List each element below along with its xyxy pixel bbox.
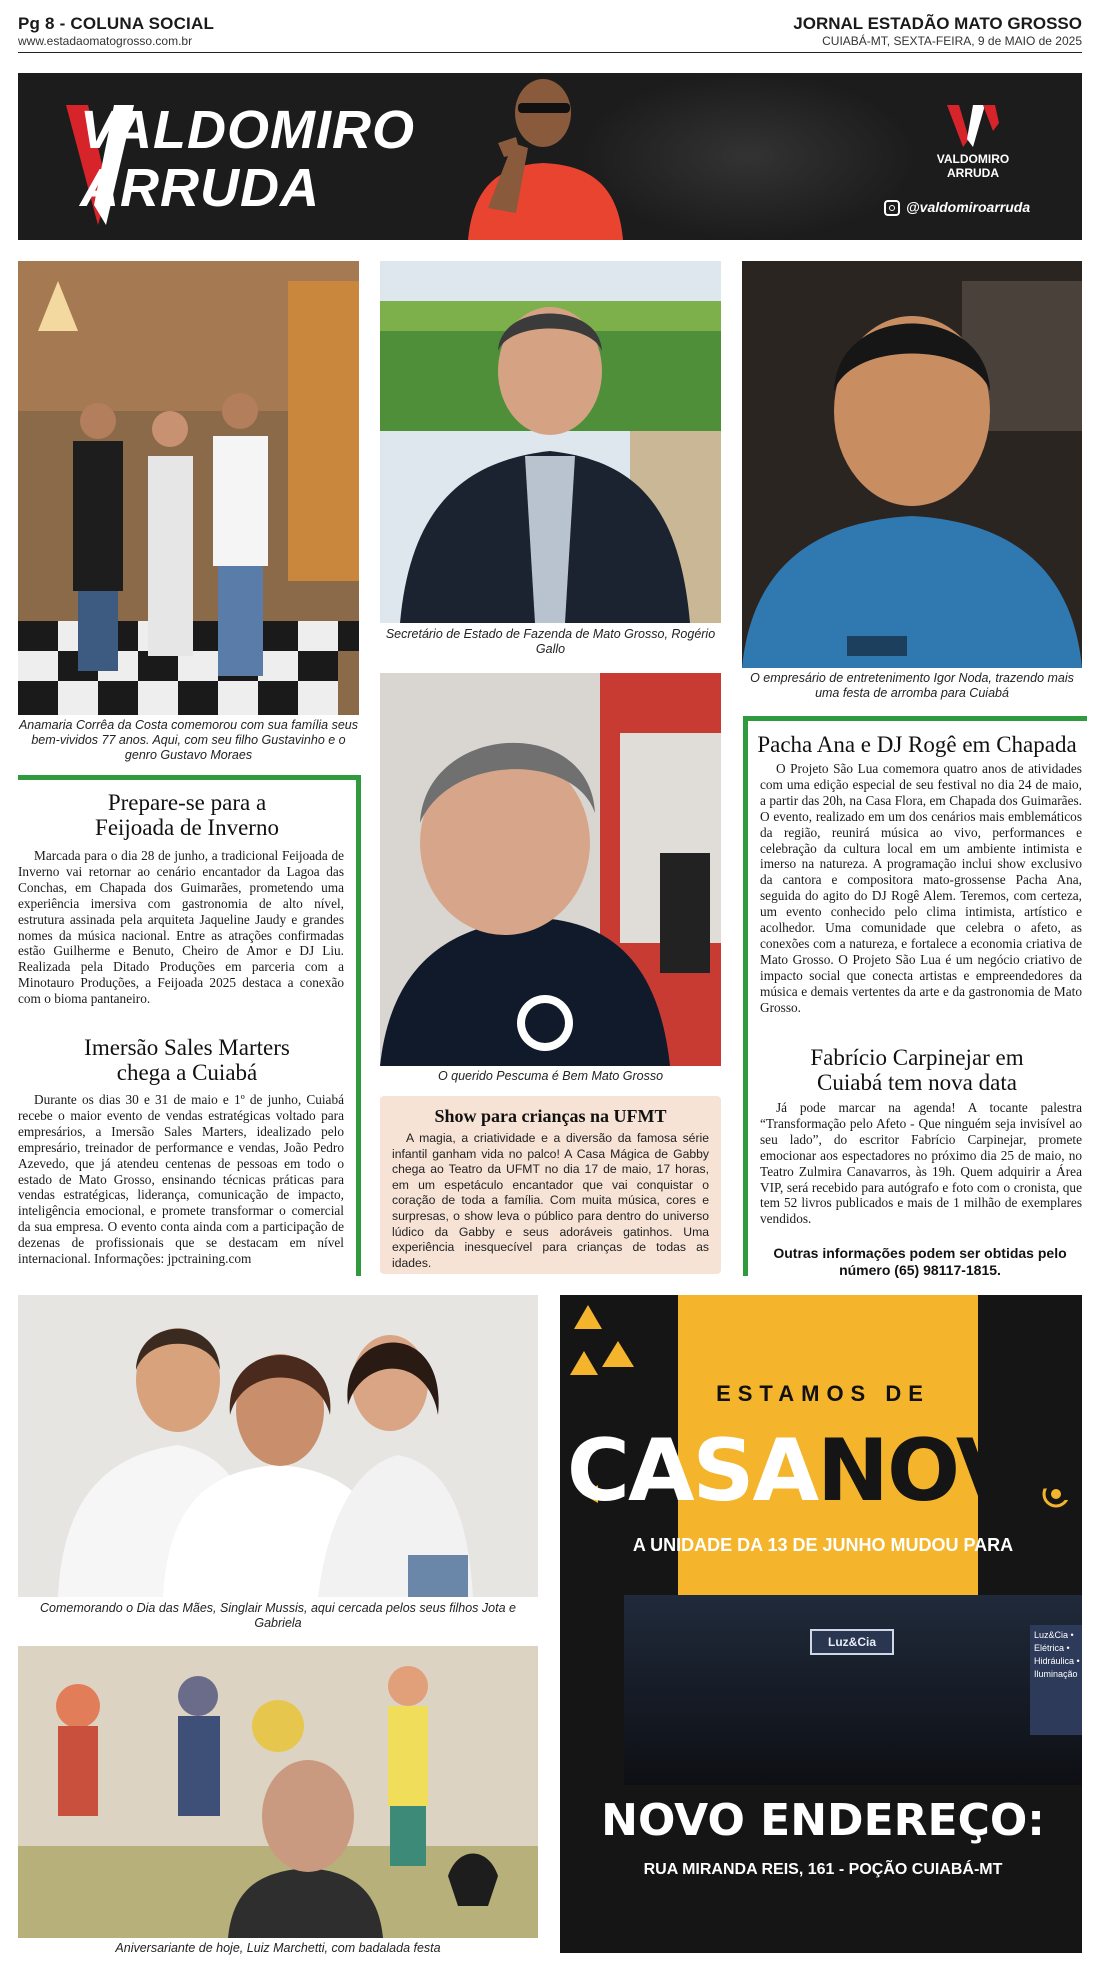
caption-igor: O empresário de entretenimento Igor Noda, trazendo mais uma festa de arromba para Cuiabá (750, 671, 1074, 700)
ad-novo-endereco: NOVO ENDEREÇO: (601, 1795, 1045, 1846)
imersao-title-line2: chega a Cuiabá (116, 1060, 258, 1085)
feijoada-title-line2: Feijoada de Inverno (95, 815, 279, 840)
imersao-title (22, 1035, 352, 1085)
ad-side-sign: Luz&Cia • Elétrica • Hidráulica • Iluminação (1030, 1625, 1082, 1735)
imersao-title-line1: Imersão Sales Marters (84, 1035, 290, 1060)
valdomiro-banner[interactable] (18, 73, 1082, 240)
photo-singlair-mussis (18, 1295, 538, 1597)
header-rule (18, 52, 1082, 53)
fabricio-contact: Outras informações podem ser obtidas pelo número (65) 98117-1815. (773, 1245, 1067, 1278)
caption-marchetti: Aniversariante de hoje, Luiz Marchetti, com badalada festa (115, 1941, 441, 1955)
fabricio-title-line2: Cuiabá tem nova data (817, 1070, 1017, 1095)
photo-igor-noda (742, 261, 1082, 668)
website-url[interactable]: www.estadaomatogrosso.com.br (18, 34, 193, 48)
feijoada-title-line1: Prepare-se para a (107, 790, 267, 815)
caption-rogerio: Secretário de Estado de Fazenda de Mato Grosso, Rogério Gallo (385, 627, 716, 656)
imersao-body: Durante os dias 30 e 31 de maio e 1º de junho, Cuiabá recebe o maior evento de vendas estratégicas voltado para empresários, a Imersão Sales Marters, idealizado pelo empresário, treinador de performance e vendas, João Pedro Azevedo, que já atendeu centenas de pessoas em todo o estado de Mato Grosso, ensinando técnicas práticas para vendas estratégicas, liderança, comunicação de impacto, inteligência emocional, e promete transformar o comercial da sua empresa. O evento conta ainda com a participação de dezenas de profissionais que se destacam em nível internacional. Informações: jpctraining.com (18, 1092, 344, 1267)
banner-logo-line2: ARRUDA (947, 166, 999, 180)
banner-name-line2: ARRUDA (80, 158, 320, 218)
ad-storefront (624, 1595, 1082, 1785)
pacha-title: Pacha Ana e DJ Rogê em Chapada (757, 732, 1077, 757)
feijoada-title (22, 790, 352, 840)
ad-casa: CASA (566, 1421, 818, 1521)
casa-nova-ad[interactable] (560, 1295, 1082, 1953)
show-title: Show para crianças na UFMT (434, 1106, 667, 1126)
photo-pescuma (380, 673, 721, 1066)
banner-logo-line1: VALDOMIRO (936, 152, 1010, 166)
fabricio-title (752, 1045, 1082, 1095)
fabricio-title-line1: Fabrício Carpinejar em (810, 1045, 1024, 1070)
photo-anamaria-family (18, 261, 359, 715)
caption-pescuma: O querido Pescuma é Bem Mato Grosso (437, 1069, 664, 1083)
banner-logo (918, 103, 1028, 180)
show-body: A magia, a criatividade e a diversão da famosa série infantil ganham vida no palco! A Casa Mágica de Gabby chega ao Teatro da UFMT no dia 17 de maio, 17 horas, em um espetáculo encantador que vai conquistar o coração de toda a família. Com muita música, cores e surpresas, o show leva o público para dentro do universo lúdico da Gabby e seus adoráveis gatinhos. Uma experiência inesquecível para crianças de todas as idades. (392, 1131, 709, 1270)
photo-rogerio-gallo (380, 261, 721, 623)
ad-estamos: ESTAMOS DE (716, 1381, 930, 1406)
ad-address: RUA MIRANDA REIS, 161 - POÇÃO CUIABÁ-MT (643, 1861, 1003, 1878)
ad-nova: NOVA (817, 1421, 1080, 1521)
va-logo-icon (943, 103, 1003, 147)
ad-subtitle: A UNIDADE DA 13 DE JUNHO MUDOU PARA (632, 1535, 1014, 1555)
instagram-handle[interactable] (884, 199, 1030, 216)
fabricio-body: Já pode marcar na agenda! A tocante palestra “Transformação pelo Afeto - Que ninguém seja invisível ao seu lado”, do escritor Fabrício Carpinejar, promete emocionar aos espectadores no próximo dia 25 de maio, no Teatro Zulmira Canavarros, às 19h. Quem adquirir a Área VIP, será recebido para autógrafo e foto com o cronista, que tem 52 livros publicados e mais de 1 milhão de exemplares vendidos. (760, 1100, 1082, 1227)
banner-portrait (428, 73, 648, 240)
caption-anamaria: Anamaria Corrêa da Costa comemorou com sua família seus bem-vividos 77 anos. Aqui, com seu filho Gustavinho e o genro Gustavo Moraes (18, 718, 359, 762)
instagram-handle-text: @valdomiroarruda (906, 199, 1031, 215)
ad-casanova (560, 1423, 1082, 1519)
instagram-icon (884, 200, 900, 216)
ad-store-sign: Luz&Cia (810, 1629, 894, 1655)
caption-singlair: Comemorando o Dia das Mães, Singlair Mussis, aqui cercada pelos seus filhos Jota e Gabriela (40, 1601, 516, 1630)
newspaper-name: JORNAL ESTADÃO MATO GROSSO (793, 14, 1082, 33)
banner-name-line1: VALDOMIRO (80, 100, 415, 160)
triangle-decor-icon (570, 1303, 650, 1383)
dateline: CUIABÁ-MT, SEXTA-FEIRA, 9 de MAIO de 2025 (822, 34, 1082, 48)
pacha-body: O Projeto São Lua comemora quatro anos de atividades com uma edição especial de seu festival no dia 24 de maio, a partir das 20h, na Casa Flora, em Chapada dos Guimarães. O evento, realizado em um dos cenários mais emblemáticos da região, reunirá música ao vivo, performances e celebração da cultura local em um ambiente intimista e imerso na natureza. A programação inclui show exclusivo da cantora e compositora mato-grossense Pacha Ana, seguida do agito do DJ Rogê Alem. Teremos, com certeza, um evento conhecido pelo clima intimista, artístico e acolhedor. Uma comunidade que celebra o afeto, as conexões com a natureza, e fortalece a economia criativa de Mato Grosso. O Projeto São Lua é um negócio criativo de impacto social que conecta artistas e empreendedores da música e demais vertentes da arte e da gastronomia de Mato Grosso. (760, 761, 1082, 1015)
section-title: Pg 8 - COLUNA SOCIAL (18, 14, 215, 33)
photo-luiz-marchetti (18, 1646, 538, 1938)
feijoada-body: Marcada para o dia 28 de junho, a tradicional Feijoada de Inverno vai retornar ao cenário encantador da Lagoa das Conchas, em Chapada dos Guimarães, prometendo uma experiência imersiva com gastronomia de alto nível, estrutura assinada pela arquiteta Jaqueline Jaudy e grandes nomes da música nacional. Entre as atrações confirmadas estão Guilherme e Benuto, Cheiro de Amor e DJ Liu. Realizada pela Ditado Produções em parceria com a Minotauro Produções, a Feijoada 2025 destaca a conexão com o bioma pantaneiro. (18, 848, 344, 1007)
